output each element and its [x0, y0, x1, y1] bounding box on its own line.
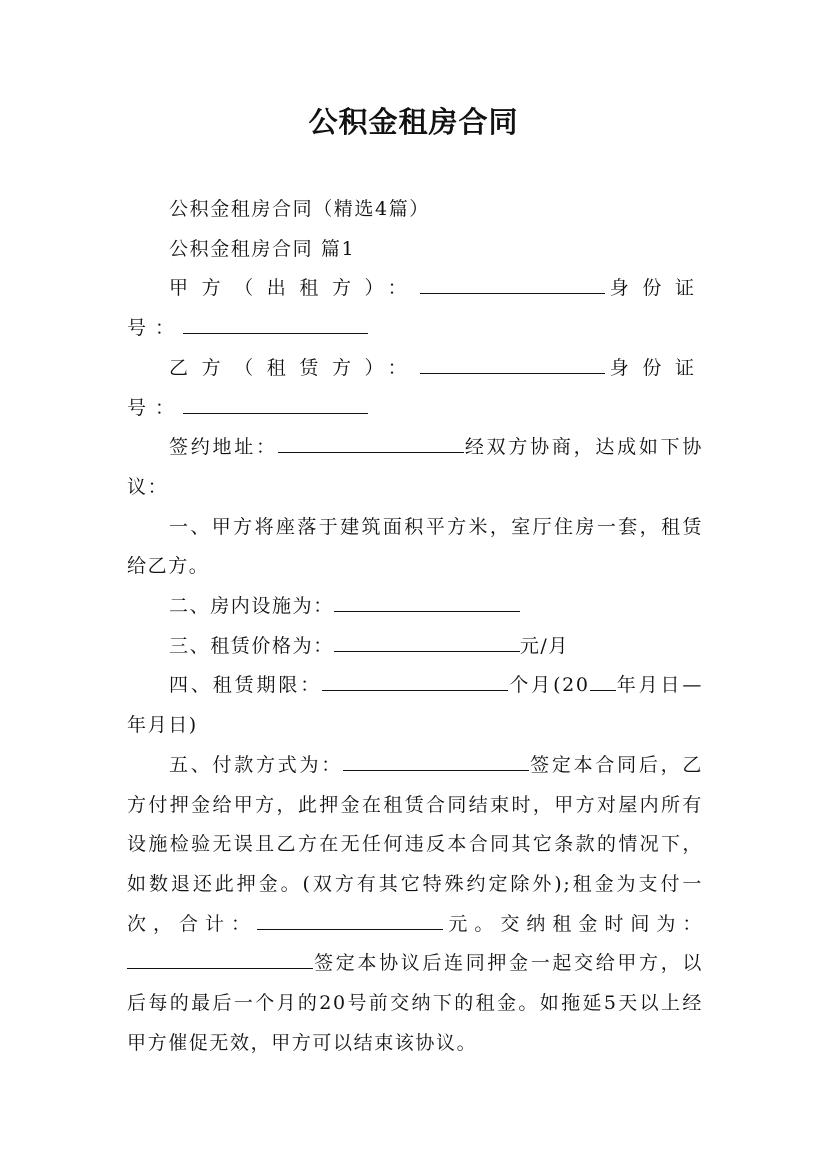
lease-term-blank [322, 672, 508, 691]
subtitle-line: 公积金租房合同（精选4篇） [169, 198, 430, 220]
sign-place-tail: 经双方协商，达成如下协议： [127, 436, 703, 498]
sign-place-label: 签约地址： [169, 436, 278, 459]
clause-3 [127, 627, 703, 667]
party-a-id-blank [183, 315, 368, 334]
clause-2 [127, 587, 703, 627]
party-b-id-blank [183, 395, 368, 414]
clause-5-part-1: 签定本合同后，乙方付押金给甲方，此押金在租赁合同结束时，甲方对屋内所有设施检验无误且乙方在无任何违反本合同其它条款的情况下，如数退还此押金。(双方有其它特殊约定除外);租金为支付一次，合计： [127, 753, 703, 935]
rent-price-blank [334, 633, 520, 652]
payment-time-blank [127, 950, 313, 969]
party-b-line [127, 349, 703, 428]
sign-place-blank [278, 434, 464, 453]
clause-5-label: 五、付款方式为： [169, 753, 343, 776]
party-b-name-blank [420, 355, 605, 374]
clause-5 [127, 746, 703, 1064]
sign-place-paragraph [127, 428, 703, 507]
clause-4-mid: 个月(20 [508, 674, 590, 697]
clause-1: 一、甲方将座落于建筑面积平方米，室厅住房一套，租赁给乙方。 [127, 515, 703, 578]
payment-method-blank [343, 752, 529, 771]
clause-2-label: 二、房内设施为： [169, 595, 334, 618]
party-a-line [127, 269, 703, 348]
clause-3-label: 三、租赁价格为： [169, 634, 334, 657]
year-blank [590, 672, 616, 691]
party-a-label: 甲方（出租方）： [169, 277, 421, 300]
total-amount-blank [257, 911, 443, 930]
clause-3-unit: 元/月 [519, 634, 570, 657]
party-a-name-blank [420, 275, 605, 294]
clause-4-tail: 年月日—年月日) [127, 674, 704, 737]
document-title: 公积金租房合同 [308, 105, 519, 139]
section-heading: 公积金租房合同 篇1 [169, 237, 356, 260]
document-body [127, 190, 703, 1063]
party-a-id-label: 身份证号： [127, 277, 703, 340]
party-b-label: 乙方（租赁方）： [169, 356, 421, 379]
clause-4 [127, 666, 703, 745]
facilities-blank [334, 593, 520, 612]
clause-4-label: 四、租赁期限： [169, 674, 323, 697]
party-b-id-label: 身份证号： [127, 356, 703, 419]
clause-5-part-3: 签定本协议后连同押金一起交给甲方，以后每的最后一个月的20号前交纳下的租金。如拖延5天以上经甲方催促无效，甲方可以结束该协议。 [127, 952, 703, 1054]
clause-5-part-2: 元。交纳租金时间为： [443, 912, 703, 935]
